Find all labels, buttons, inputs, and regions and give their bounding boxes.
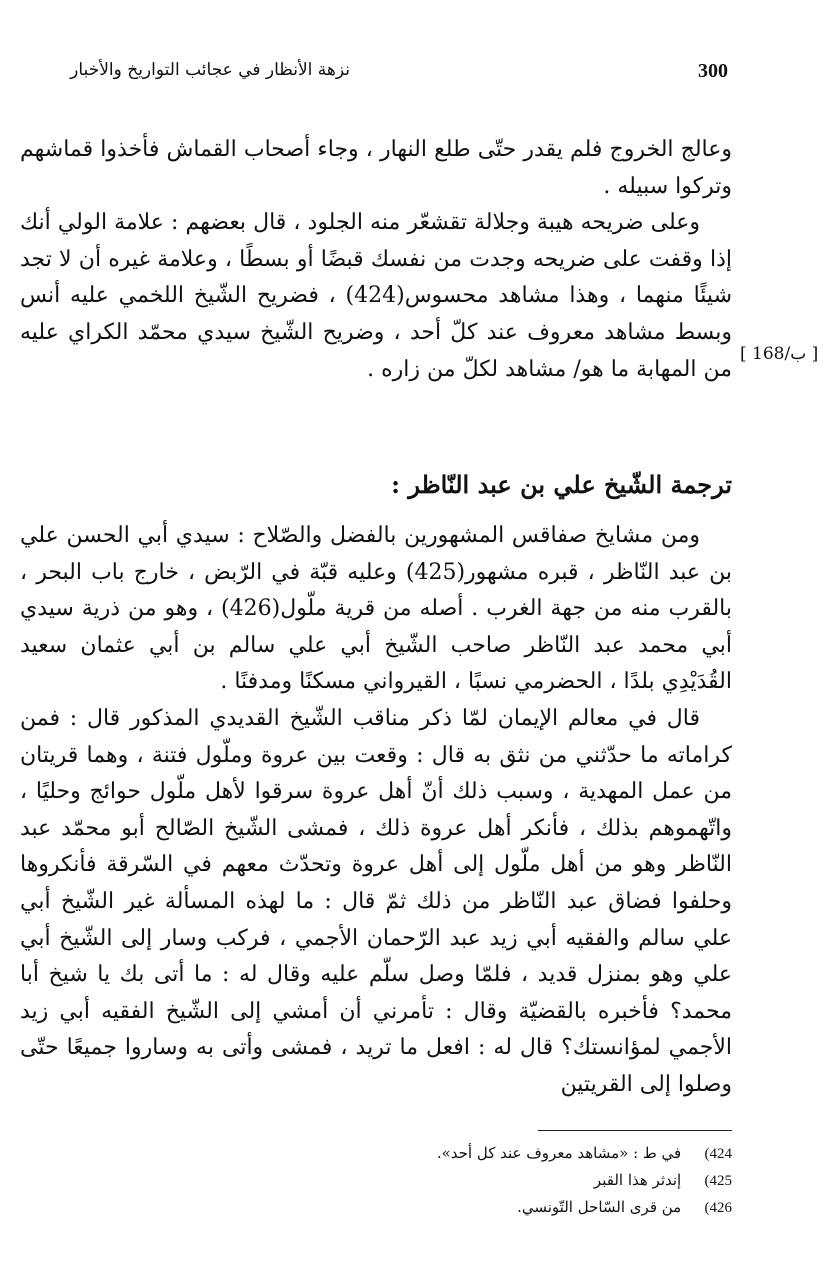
footnote-number: 424): [704, 1146, 732, 1162]
paragraph: وعالج الخروج فلم يقدر حتّى طلع النهار ، وجاء أصحاب القماش فأخذوا قماشهم وتركوا سبيله .: [20, 137, 732, 199]
footnote-item: [260, 1167, 732, 1194]
footnote-text: إندثر هذا القبر: [593, 1171, 682, 1189]
footnote-number: 426): [704, 1200, 732, 1216]
footnote-number: 425): [704, 1173, 732, 1189]
running-title: نزهة الأنظار في عجائب التواريخ والأخبار: [70, 60, 350, 80]
body-text-bottom: [20, 518, 732, 1104]
footnotes: [260, 1140, 732, 1221]
paragraph: وعلى ضريحه هيبة وجلالة تقشعّر منه الجلود ، قال بعضهم : علامة الولي أنك إذا وقفت على ضريحه وجدت من نفسك قبضًا أو بسطًا ، وعلامة غيره أن لا تجد شيئًا منهما ، وهذا مشاهد محسوس(424) ، فضريح الشّيخ اللخمي عليه أنس وبسط مشاهد معروف عند كلّ أحد ، وضريح الشّيخ سيدي محمّد الكراي عليه من المهابة ما هو/ مشاهد لكلّ من زاره .: [20, 210, 733, 382]
margin-folio-note: [ 168/ب ]: [740, 344, 819, 364]
paragraph: ومن مشايخ صفاقس المشهورين بالفضل والصّلاح : سيدي أبي الحسن علي بن عبد النّاظر ، قبره مشهور(425) وعليه قبّة في الرّبض ، خارج باب البحر ، بالقرب منه من جهة الغرب . أصله من قرية ملّول(426) ، وهو من ذرية سيدي أبي محمد عبد النّاظر صاحب الشّيخ أبي علي سالم بن أبي عثمان سعيد القُدَيْدِي بلدًا ، الحضرمي نسبًا ، القيرواني مسكنًا ومدفنًا .: [20, 523, 733, 695]
section-heading: ترجمة الشّيخ علي بن عبد النّاظر :: [391, 470, 732, 499]
body-text-top: [20, 132, 732, 388]
paragraph: قال في معالم الإيمان لمّا ذكر مناقب الشّيخ القديدي المذكور قال : فمن كراماته ما حدّثني من نثق به قال : وقعت بين عروة وملّول فتنة ، وهما قريتان من عمل المهدية ، وسبب ذلك أنّ أهل عروة سرقوا لأهل ملّول حوائج وحليًا ، واتّهموهم بذلك ، فأنكر أهل عروة ذلك ، فمشى الشّيخ الصّالح أبو محمّد عبد النّاظر وهو من أهل ملّول إلى أهل عروة وتحدّث معهم في السّرقة فأنكروها وحلفوا فضاق عبد النّاظر من ذلك ثمّ قال : ما لهذه المسألة غير الشّيخ أبي علي سالم والفقيه أبي زيد عبد الرّحمان الأجمي ، فركب وسار إلى الشّيخ أبي علي وهو بمنزل قديد ، فلمّا وصل سلّم عليه وقال له : ما أتى بك يا شيخ أبا محمد؟ فأخبره بالقضيّة وقال : تأمرني أن أمشي إلى الشّيخ الفقيه أبي زيد الأجمي لمؤانستك؟ قال له : افعل ما تريد ، فمشى وأتى به وساروا جميعًا حتّى وصلوا إلى القريتين: [20, 705, 732, 1097]
footnote-divider: [538, 1130, 732, 1131]
footnote-text: من قرى السّاحل التّونسي.: [517, 1198, 682, 1216]
footnote-item: [260, 1194, 732, 1221]
page-number: 300: [698, 60, 728, 82]
footnote-text: في ط : «مشاهد معروف عند كل أحد».: [436, 1144, 682, 1162]
footnote-item: [260, 1140, 732, 1167]
running-header: [20, 56, 736, 92]
